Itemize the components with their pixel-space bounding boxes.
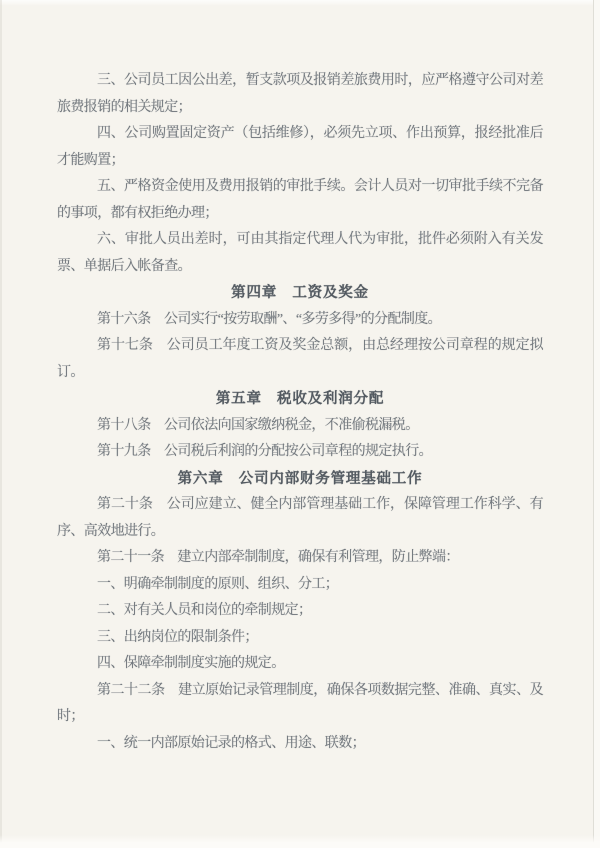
paragraph: 第十七条 公司员工年度工资及奖金总额，由总经理按公司章程的规定拟订。 [57, 338, 543, 380]
paragraph: 四、公司购置固定资产（包括维修），必须先立项、作出预算，报经批准后才能购置； [57, 126, 543, 168]
scan-edge-left [0, 0, 2, 848]
scan-edge-right [593, 0, 600, 848]
paragraph: 第十六条 公司实行“按劳取酬”、“多劳多得”的分配制度。 [97, 311, 442, 327]
paragraph: 第二十二条 建立原始记录管理制度，确保各项数据完整、准确、真实、及时； [57, 682, 543, 724]
document-body [57, 68, 543, 757]
chapter-heading: 第四章 工资及奖金 [231, 285, 369, 301]
scan-edge-top [0, 0, 600, 6]
chapter-heading: 第六章 公司内部财务管理基础工作 [177, 470, 423, 487]
paragraph: 第二十一条 建立内部牵制制度，确保有利管理，防止弊端： [97, 550, 459, 565]
paragraph: 四、保障牵制制度实施的规定。 [97, 656, 285, 671]
scan-edge-bottom [0, 835, 600, 848]
paragraph: 一、统一内部原始记录的格式、用途、联数； [97, 735, 365, 751]
paragraph: 三、公司员工因公出差，暂支款项及报销差旅费用时，应严格遵守公司对差旅费报销的相关规定； [57, 73, 543, 115]
paragraph: 第十九条 公司税后利润的分配按公司章程的规定执行。 [97, 444, 432, 459]
chapter-heading: 第五章 税收及利润分配 [215, 391, 385, 407]
paragraph: 六、审批人员出差时，可由其指定代理人代为审批，批件必须附入有关发票、单据后入帐备查。 [57, 232, 543, 274]
paragraph: 二、对有关人员和岗位的牵制规定； [97, 603, 312, 618]
paragraph: 第二十条 公司应建立、健全内部管理基础工作，保障管理工作科学、有序、高效地进行。 [57, 497, 543, 539]
paragraph: 一、明确牵制制度的原则、组织、分工； [97, 576, 339, 592]
paragraph: 第十八条 公司依法向国家缴纳税金，不准偷税漏税。 [97, 417, 419, 433]
paragraph: 三、出纳岗位的限制条件； [97, 629, 258, 645]
paragraph: 五、严格资金使用及费用报销的审批手续。会计人员对一切审批手续不完备的事项，都有权拒绝办理； [57, 179, 543, 221]
